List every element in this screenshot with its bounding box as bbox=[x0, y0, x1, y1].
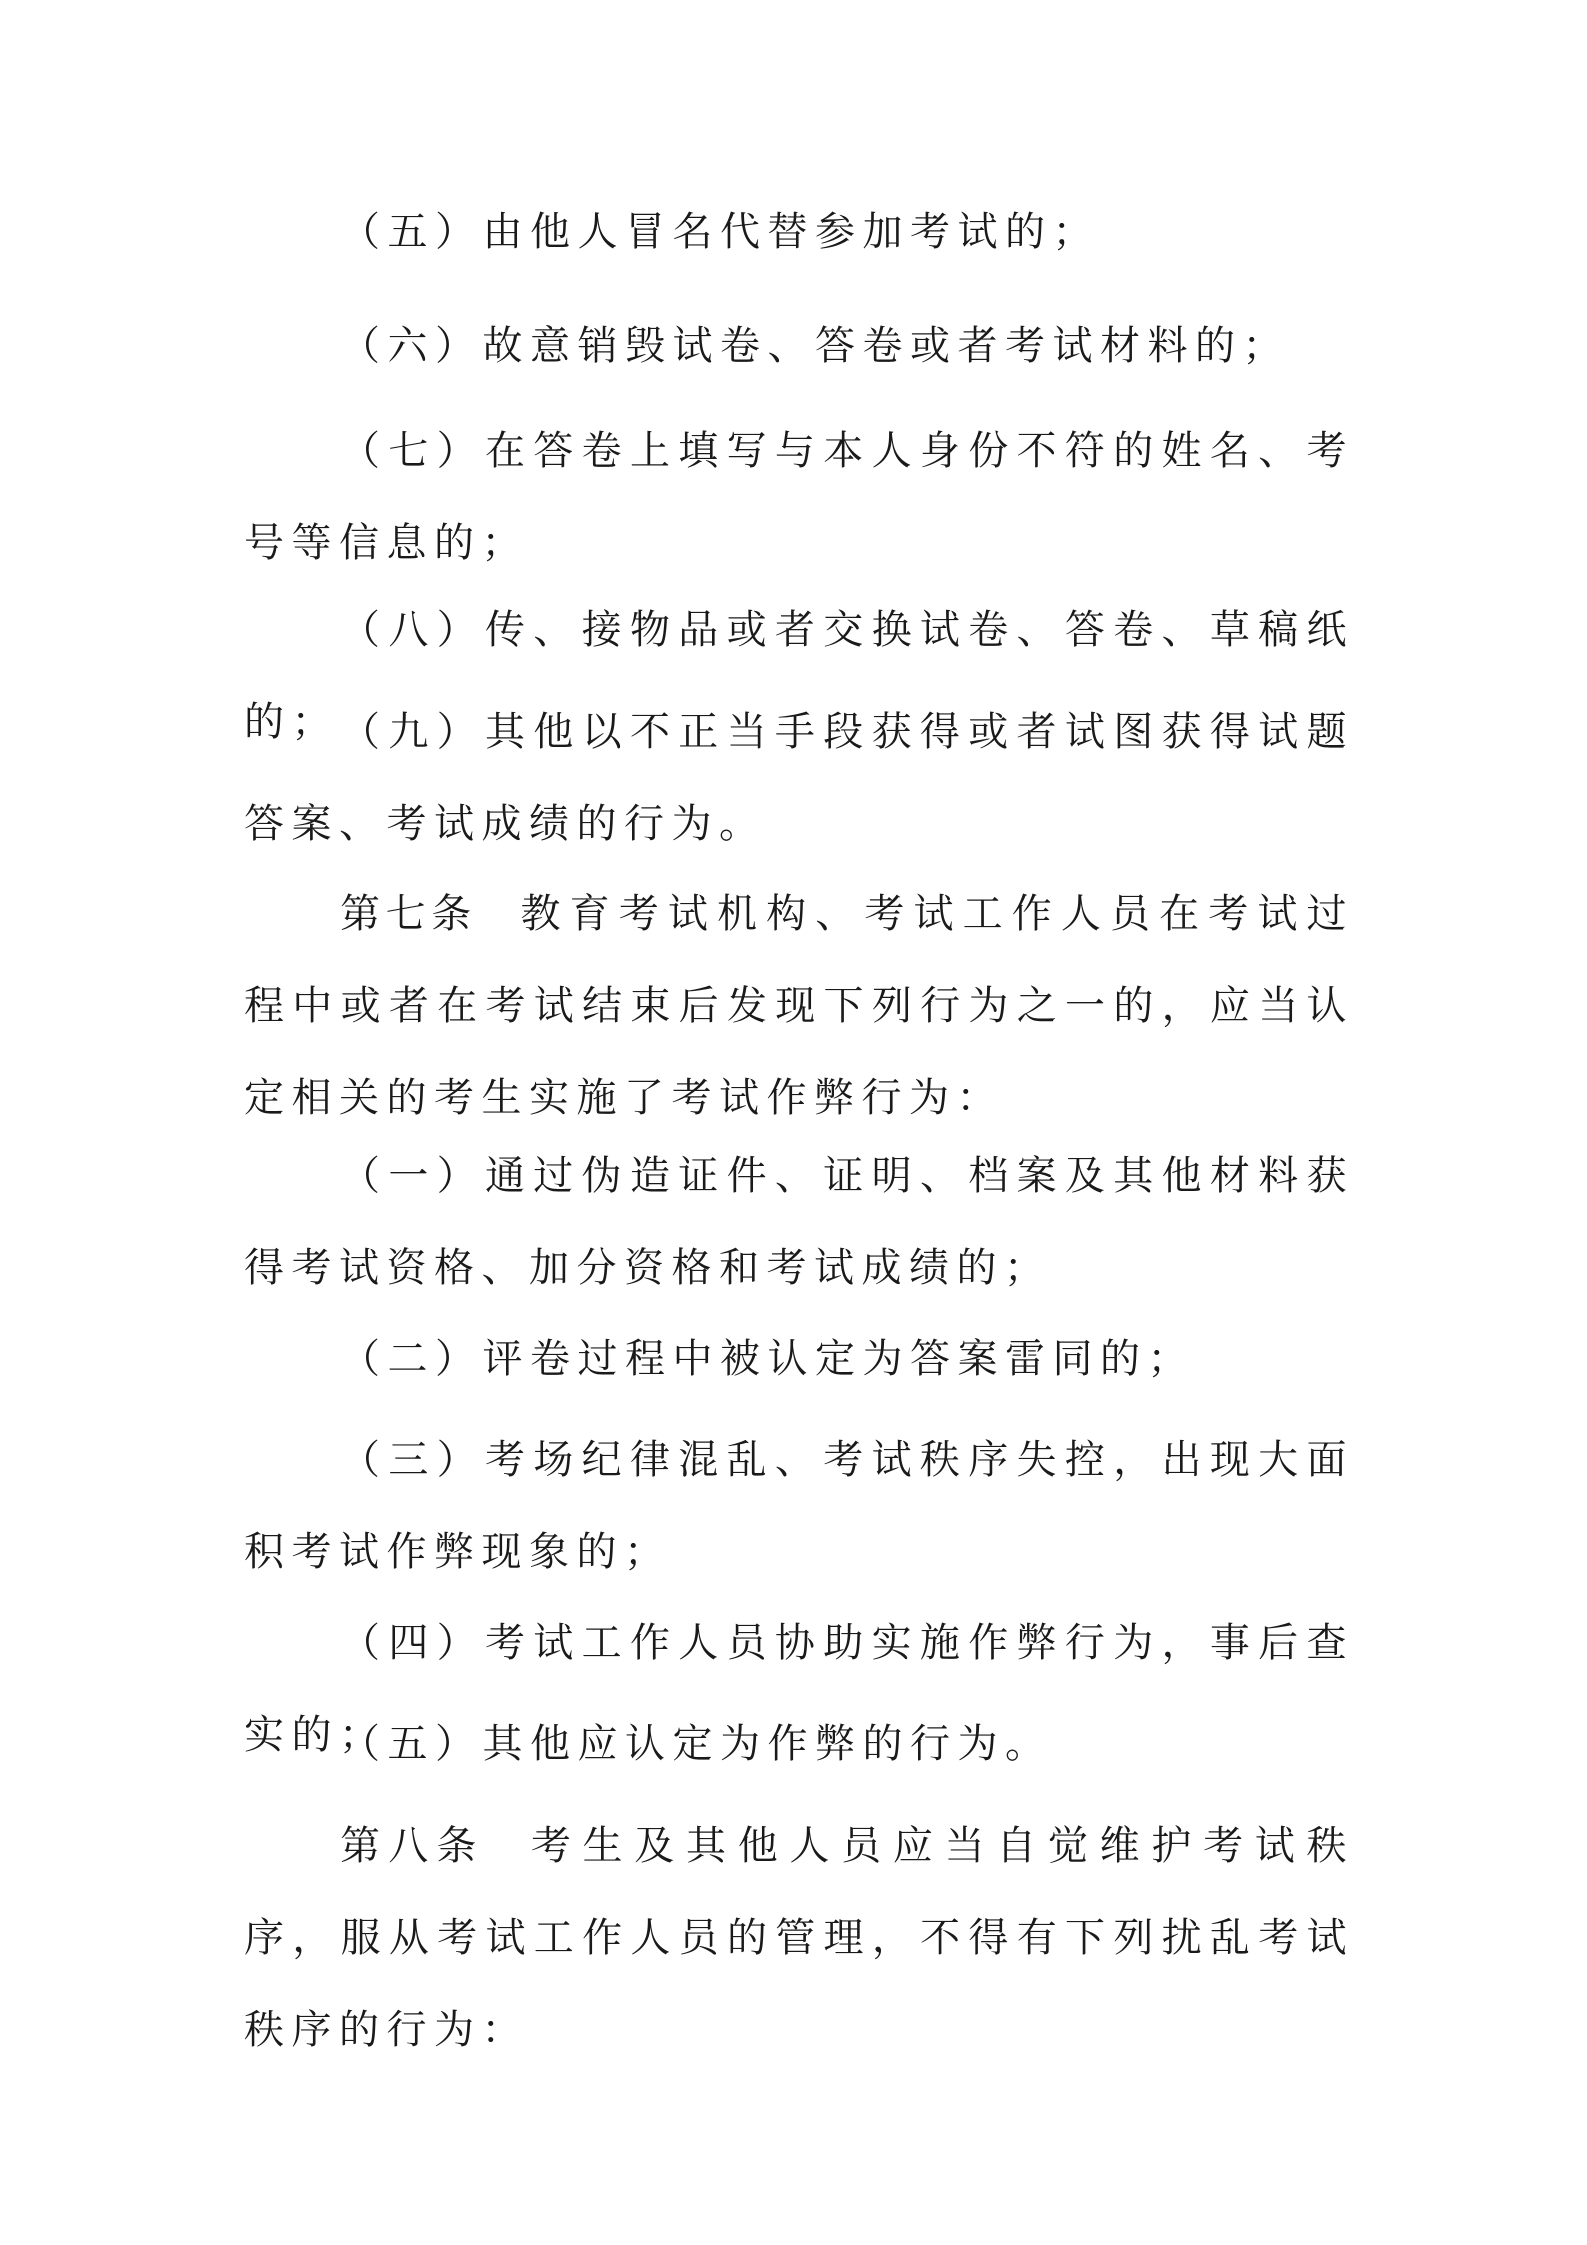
article-8 bbox=[244, 1800, 1354, 2076]
paragraph-text: （七）在答卷上填写与本人身份不符的姓名、考号等信息的； bbox=[244, 428, 1354, 566]
paragraph-text: （二）评卷过程中被认定为答案雷同的； bbox=[340, 1336, 1195, 1382]
paragraph-item-3 bbox=[244, 1414, 1354, 1598]
article-text: 教育考试机构、考试工作人员在考试过程中或者在考试结束后发现下列行为之一的，应当认定相关的考生实施了考试作弊行为： bbox=[244, 891, 1354, 1121]
article-number: 第八条 bbox=[340, 1823, 485, 1869]
article-7 bbox=[244, 868, 1354, 1144]
paragraph-item-1 bbox=[244, 1130, 1354, 1314]
paragraph-item-6 bbox=[244, 300, 1354, 392]
paragraph-item-5b bbox=[244, 1698, 1354, 1790]
paragraph-item-9 bbox=[244, 686, 1354, 870]
paragraph-text: （五）其他应认定为作弊的行为。 bbox=[340, 1721, 1053, 1767]
paragraph-text: （九）其他以不正当手段获得或者试图获得试题答案、考试成绩的行为。 bbox=[244, 709, 1354, 847]
paragraph-text: （八）传、接物品或者交换试卷、答卷、草稿纸的； bbox=[244, 607, 1354, 745]
paragraph-item-5 bbox=[244, 186, 1354, 278]
paragraph-text: （四）考试工作人员协助实施作弊行为，事后查实的； bbox=[244, 1620, 1354, 1758]
paragraph-item-7 bbox=[244, 405, 1354, 589]
article-text: 考生及其他人员应当自觉维护考试秩序，服从考试工作人员的管理，不得有下列扰乱考试秩序的行为： bbox=[244, 1823, 1355, 2053]
paragraph-text: （三）考场纪律混乱、考试秩序失控，出现大面积考试作弊现象的； bbox=[244, 1437, 1354, 1575]
paragraph-text: （一）通过伪造证件、证明、档案及其他材料获得考试资格、加分资格和考试成绩的； bbox=[244, 1153, 1354, 1291]
paragraph-item-2 bbox=[244, 1313, 1354, 1405]
paragraph-text: （六）故意销毁试卷、答卷或者考试材料的； bbox=[340, 323, 1290, 369]
article-number: 第七条 bbox=[340, 891, 477, 937]
paragraph-text: （五）由他人冒名代替参加考试的； bbox=[340, 209, 1100, 255]
